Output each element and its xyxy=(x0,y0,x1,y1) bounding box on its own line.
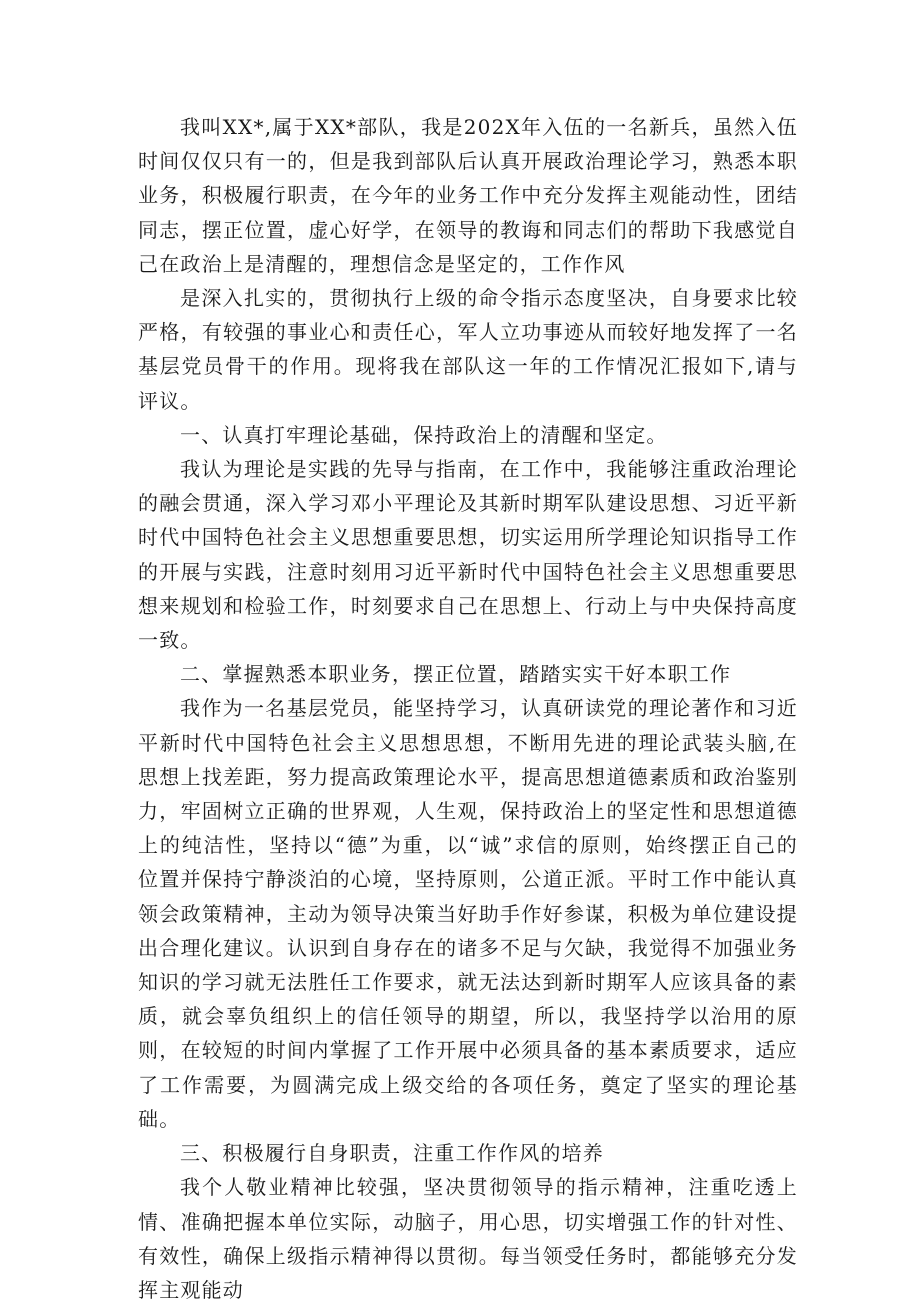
paragraph-intro: 我叫XX*,属于XX*部队，我是202X年入伍的一名新兵，虽然入伍时间仅仅只有一的，但是我到部队后认真开展政治理论学习，熟悉本职业务，积极履行职责，在今年的业务工作中充分发挥主观能动性，团结同志，摆正位置，虚心好学，在领导的教诲和同志们的帮助下我感觉自己在政治上是清醒的，理想信念是坚定的，工作作风 xyxy=(138,115,798,276)
paragraph-intro-continued: 是深入扎实的，贯彻执行上级的命令指示态度坚决，自身要求比较严格，有较强的事业心和责任心，军人立功事迹从而较好地发挥了一名基层党员骨干的作用。现将我在部队这一年的工作情况汇报如下,请与评议。 xyxy=(138,286,798,413)
paragraph-section-2: 我作为一名基层党员，能坚持学习，认真研读党的理论著作和习近平新时代中国特色社会主义思想思想，不断用先进的理论武装头脑,在思想上找差距，努力提高政策理论水平，提高思想道德素质和政治鉴别力，牢固树立正确的世界观，人生观，保持政治上的坚定性和思想道德上的纯洁性，坚持以“德”为重，以“诚”求信的原则，始终摆正自己的位置并保持宁静淡泊的心境，坚持原则，公道正派。平时工作中能认真领会政策精神，主动为领导决策当好助手作好参谋，积极为单位建设提出合理化建议。认识到自身存在的诸多不足与欠缺，我觉得不加强业务知识的学习就无法胜任工作要求，就无法达到新时期军人应该具备的素质，就会辜负组织上的信任领导的期望，所以，我坚持学以治用的原则，在较短的时间内掌握了工作开展中必须具备的基本素质要求，适应了工作需要，为圆满完成上级交给的各项任务，奠定了坚实的理论基础。 xyxy=(138,696,798,1131)
section-heading-1: 一、认真打牢理论基础，保持政治上的清醒和坚定。 xyxy=(180,422,668,447)
section-heading-3: 三、积极履行自身职责，注重工作作风的培养 xyxy=(180,1141,604,1166)
section-heading-2: 二、掌握熟悉本职业务，摆正位置，踏踏实实干好本职工作 xyxy=(180,662,732,687)
paragraph-section-1: 我认为理论是实践的先导与指南，在工作中，我能够注重政治理论的融会贯通，深入学习邓小平理论及其新时期军队建设思想、习近平新时代中国特色社会主义思想重要思想，切实运用所学理论知识指导工作的开展与实践，注意时刻用习近平新时代中国特色社会主义思想重要思想来规划和检验工作，时刻要求自己在思想上、行动上与中央保持高度一致。 xyxy=(138,457,798,653)
paragraph-section-3: 我个人敬业精神比较强，坚决贯彻领导的指示精神，注重吃透上情、准确把握本单位实际，动脑子，用心思，切实增强工作的针对性、有效性，确保上级指示精神得以贯彻。每当领受任务时，都能够充分发挥主观能动 xyxy=(138,1175,798,1302)
document-body xyxy=(138,110,798,1307)
